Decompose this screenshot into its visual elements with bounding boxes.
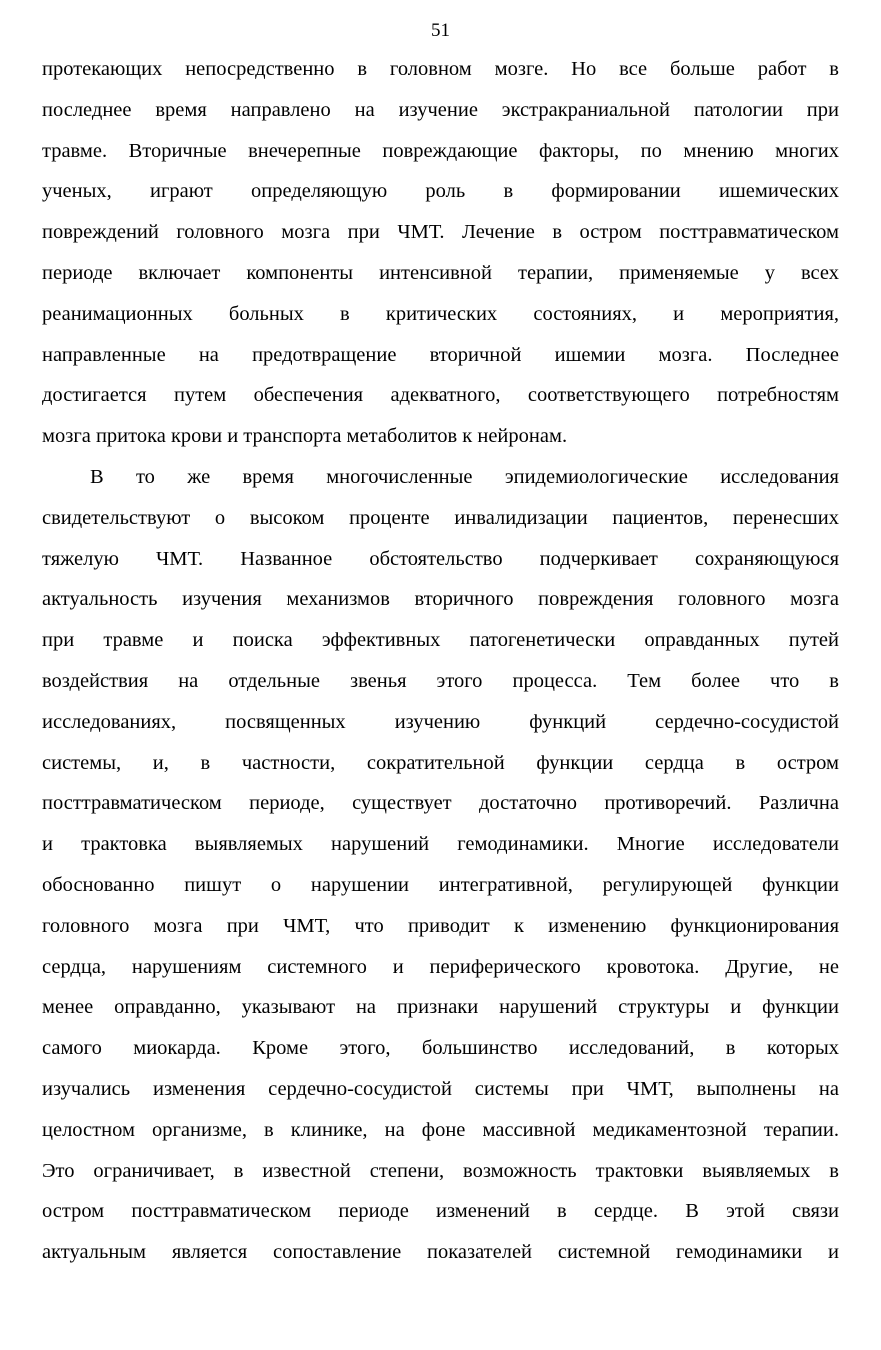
text-line: обоснованно пишут о нарушении интегративной, регулирующей функции [42,873,839,896]
text-line: остром посттравматическом периоде изменений в сердце. В этой связи [42,1200,839,1223]
paragraph [42,49,839,457]
text-line: повреждений головного мозга при ЧМТ. Лечение в остром посттравматическом [42,221,839,244]
text-line: исследованиях, посвященных изучению функций сердечно-сосудистой [42,710,839,733]
text-line: свидетельствуют о высоком проценте инвалидизации пациентов, перенесших [42,506,839,529]
body-text [42,49,839,1273]
text-line: достигается путем обеспечения адекватного, соответствующего потребностям [42,384,839,407]
text-line: менее оправданно, указывают на признаки нарушений структуры и функции [42,996,839,1019]
text-line: и трактовка выявляемых нарушений гемодинамики. Многие исследователи [42,833,839,856]
text-line: воздействия на отдельные звенья этого процесса. Тем более что в [42,669,839,692]
text-line: травме. Вторичные внечерепные повреждающие факторы, по мнению многих [42,139,839,162]
text-line: изучались изменения сердечно-сосудистой системы при ЧМТ, выполнены на [42,1077,839,1100]
text-line: периоде включает компоненты интенсивной терапии, применяемые у всех [42,261,839,284]
text-line: протекающих непосредственно в головном мозге. Но все больше работ в [42,58,839,80]
text-line: Это ограничивает, в известной степени, возможность трактовки выявляемых в [42,1159,839,1182]
text-line: актуальность изучения механизмов вторичного повреждения головного мозга [42,588,839,611]
text-line: реанимационных больных в критических состояниях, и мероприятия, [42,302,839,325]
text-line: сердца, нарушениям системного и периферического кровотока. Другие, не [42,955,839,978]
text-line: В то же время многочисленные эпидемиологические исследования [90,465,839,488]
text-line: при травме и поиска эффективных патогенетически оправданных путей [42,629,839,652]
text-line: последнее время направлено на изучение экстракраниальной патологии при [42,98,839,121]
text-line: целостном организме, в клинике, на фоне массивной медикаментозной терапии. [42,1118,839,1141]
text-line: ученых, играют определяющую роль в формировании ишемических [42,180,839,203]
text-line: мозга притока крови и транспорта метаболитов к нейронам. [42,425,568,448]
text-line: актуальным является сопоставление показателей системной гемодинамики и [42,1241,839,1264]
text-line: системы, и, в частности, сократительной функции сердца в остром [42,751,839,774]
page-number: 51 [431,20,450,41]
text-line: самого миокарда. Кроме этого, большинство исследований, в которых [42,1037,839,1060]
text-line: направленные на предотвращение вторичной ишемии мозга. Последнее [42,343,839,366]
text-line: тяжелую ЧМТ. Названное обстоятельство подчеркивает сохраняющуюся [42,547,839,570]
text-line: головного мозга при ЧМТ, что приводит к изменению функционирования [42,914,839,937]
paragraph [42,457,839,1273]
text-line: посттравматическом периоде, существует достаточно противоречий. Различна [42,792,839,815]
